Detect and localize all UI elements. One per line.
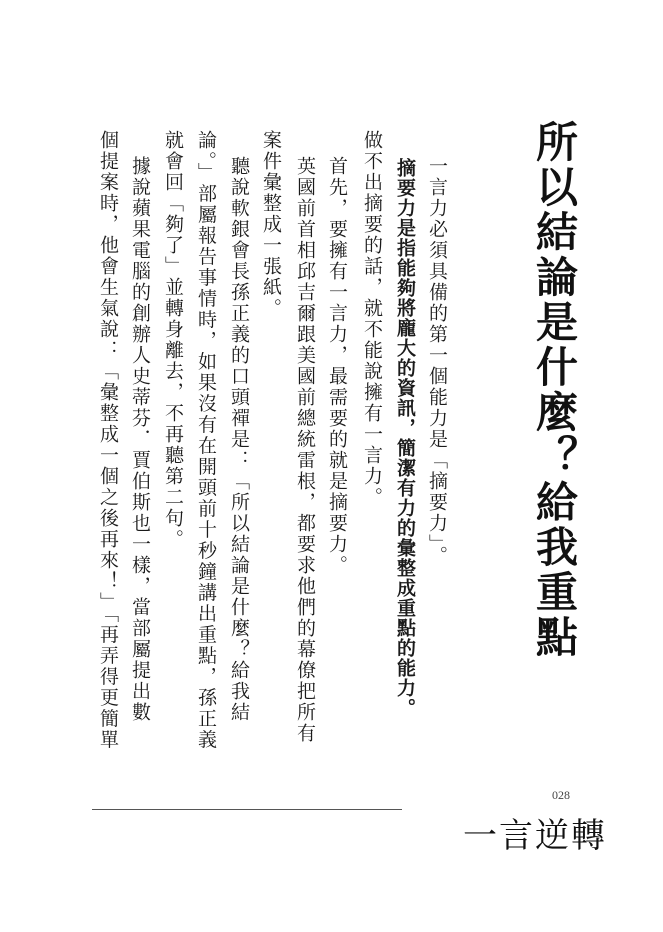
paragraph-line: 聽說軟銀會長孫正義的口頭禪是：「所以結論是什麼？給我結	[228, 156, 250, 723]
footer-divider	[92, 809, 402, 810]
page-title: 所以結論是什麼？給我重點	[530, 120, 579, 660]
paragraph-line: 英國前首相邱吉爾跟美國前總統雷根，都要求他們的幕僚把所有	[294, 156, 316, 744]
highlighted-paragraph-line: 摘要力是指能夠將龐大的資訊，簡潔有力的彙整成重點的能力。	[394, 158, 416, 718]
paragraph-line: 據說蘋果電腦的創辦人史蒂芬．賈伯斯也一樣，當部屬提出數	[129, 156, 151, 723]
paragraph-line: 做不出摘要的話，就不能說擁有一言力。	[361, 130, 383, 508]
paragraph-line: 個提案時，他會生氣說：「彙整成一個之後再來！」「再弄得更簡單	[97, 130, 119, 751]
paragraph-line: 就會回「夠了」並轉身離去，不再聽第二句。	[162, 130, 184, 550]
page-number: 028	[552, 788, 570, 802]
paragraph-line: 首先，要擁有一言力，最需要的就是摘要力。	[326, 156, 348, 576]
book-title-footer: 一言逆轉	[463, 816, 607, 856]
paragraph-line: 案件彙整成一張紙。	[260, 130, 282, 319]
paragraph-line: 一言力必須具備的第一個能力是「摘要力」。	[426, 156, 448, 567]
paragraph-line: 論。」部屬報告事情時，如果沒有在開頭前十秒鐘講出重點，孫正義	[195, 130, 217, 751]
